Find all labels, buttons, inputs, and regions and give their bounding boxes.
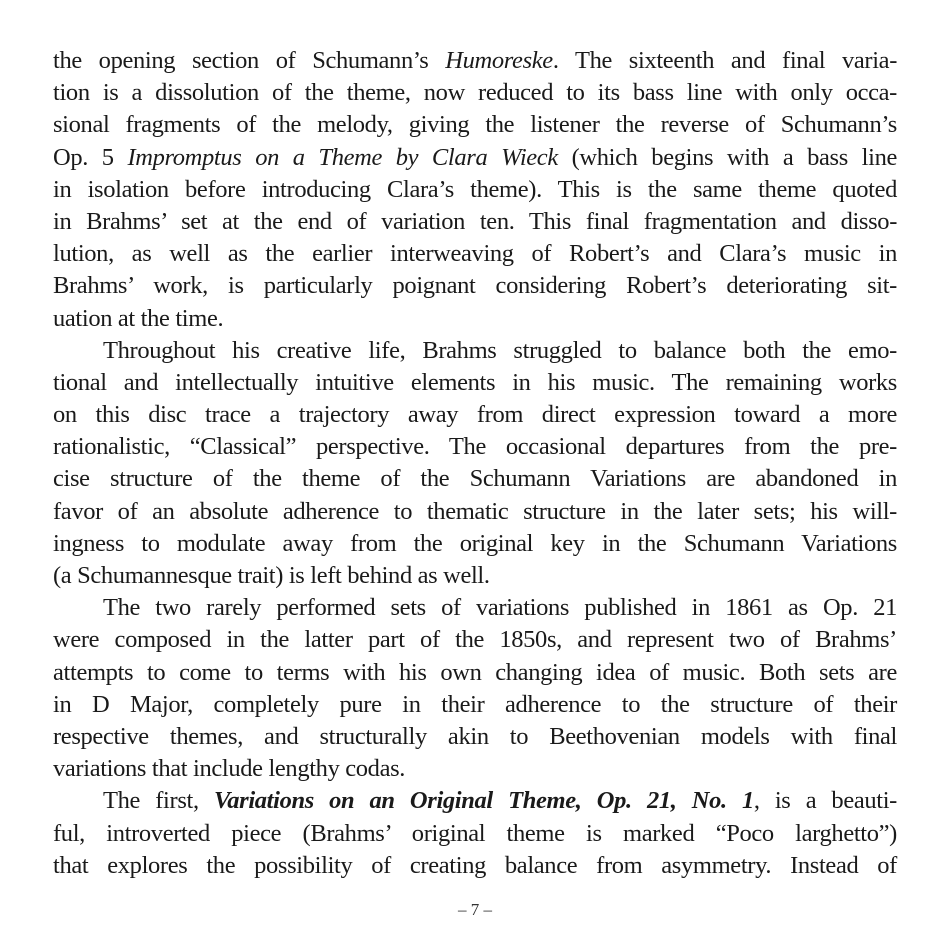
text-line [53,753,897,785]
paragraph [53,592,897,785]
text-line [53,592,897,624]
text-run: in Brahms’ set at the end of variation ten. This final fragmentation and disso- [53,207,897,235]
paragraph [53,785,897,882]
text-line [53,721,897,753]
text-line [53,174,897,206]
text-line [53,270,897,302]
text-line [53,77,897,109]
text-run: uation at the time. [53,304,224,332]
text-line [53,303,897,335]
text-run: favor of an absolute adherence to thematic structure in the later sets; his will- [53,497,897,525]
text-line [53,45,897,77]
text-run: ingness to modulate away from the original key in the Schumann Variations [53,529,897,557]
text-run: (a Schumannesque trait) is left behind as well. [53,562,490,589]
text-line [53,657,897,689]
paragraph [53,335,897,593]
italic-title: Impromptus on a Theme by Clara Wieck [127,143,558,171]
text-run: that explores the possibility of creating balance from asymmetry. Instead of [53,851,897,879]
text-run: in D Major, completely pure in their adherence to the structure of their [53,690,897,718]
text-line [53,463,897,495]
text-line [53,818,897,850]
text-run: Op. 5 [53,143,128,171]
text-line [53,850,897,882]
text-run: Throughout his creative life, Brahms struggled to balance both the emo- [103,336,897,364]
text-line [53,367,897,399]
text-run: on this disc trace a trajectory away from direct expression toward a more [53,401,897,429]
italic-title: Humoreske [445,47,553,74]
text-run: cise structure of the theme of the Schumann Variations are abandoned in [53,465,897,493]
text-run: in isolation before introducing Clara’s theme). This is the same theme quoted [53,175,897,203]
text-run: . The sixteenth and final varia- [552,47,897,74]
text-line [53,785,897,817]
text-run: tion is a dissolution of the theme, now reduced to its bass line with only occa- [53,79,897,107]
text-line [53,528,897,560]
paragraph [53,45,897,335]
text-run: sional fragments of the melody, giving the listener the reverse of Schumann’s [53,111,897,139]
text-run: Brahms’ work, is particularly poignant considering Robert’s deteriorating sit- [53,272,897,300]
text-line [53,689,897,721]
text-line [53,206,897,238]
text-line [53,142,897,174]
text-run: ful, introverted piece (Brahms’ original theme is marked “Poco larghetto”) [53,819,897,847]
text-run: rationalistic, “Classical” perspective. The occasional departures from the pre- [53,433,897,461]
text-run: attempts to come to terms with his own changing idea of music. Both sets are [53,658,897,686]
text-line [53,624,897,656]
text-run: The two rarely performed sets of variations published in 1861 as Op. 21 [103,594,897,622]
text-line [53,399,897,431]
bold-italic-title: Variations on an Original Theme, Op. 21, No. 1 [213,787,754,815]
text-run: were composed in the latter part of the 1850s, and represent two of Brahms’ [53,626,897,654]
text-run: tional and intellectually intuitive elements in his music. The remaining works [53,368,897,396]
text-run: the opening section of Schumann’s [53,47,446,74]
text-line [53,560,897,592]
text-line [53,431,897,463]
text-run: lution, as well as the earlier interweaving of Robert’s and Clara’s music in [53,240,897,268]
text-run: The first, [103,787,214,815]
text-line [53,496,897,528]
text-line [53,335,897,367]
page-number: – 7 – [458,900,492,919]
text-line [53,109,897,141]
text-run: (which begins with a bass line [557,143,898,171]
page-body [53,45,897,882]
text-line [53,238,897,270]
text-run: , is a beauti- [753,787,897,815]
text-run: respective themes, and structurally akin to Beethovenian models with final [53,722,897,750]
text-run: variations that include lengthy codas. [53,755,406,783]
